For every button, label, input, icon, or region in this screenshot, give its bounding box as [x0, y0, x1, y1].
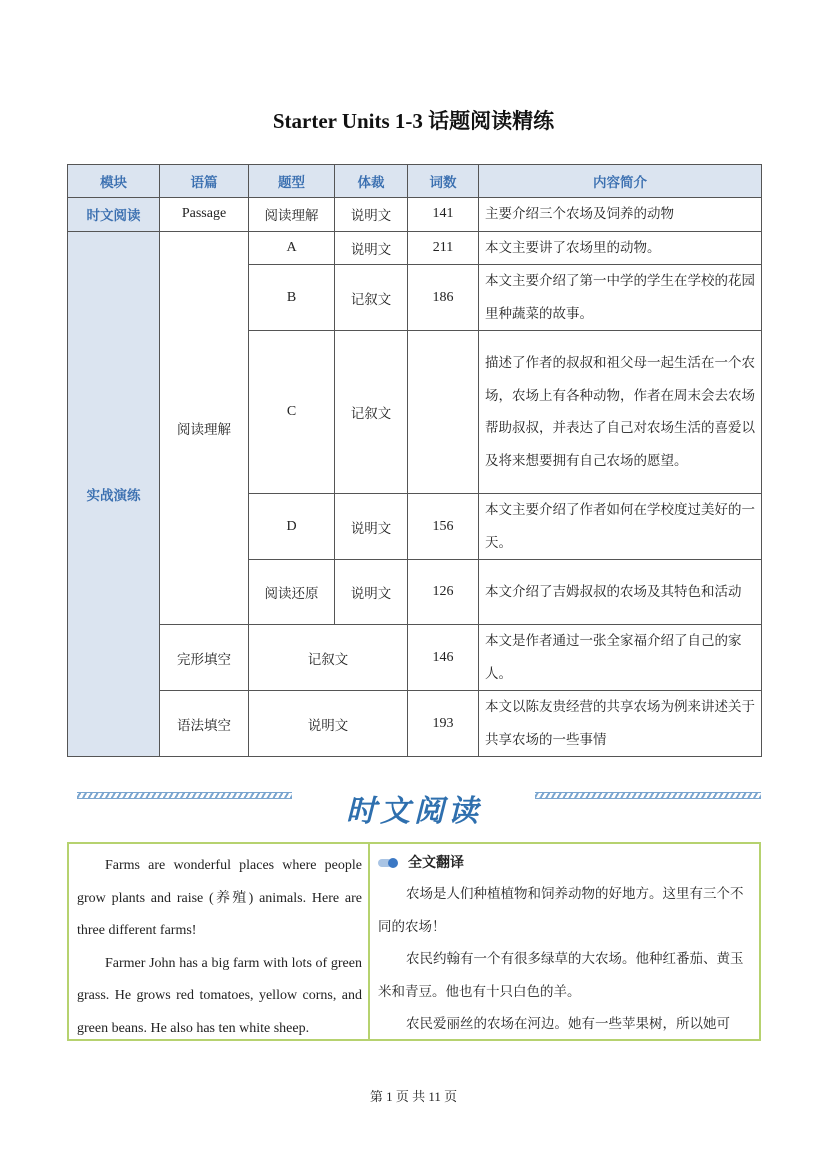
cell-passage-grammar: 语法填空	[160, 691, 249, 757]
cell-question-type: A	[249, 231, 335, 265]
cell-word-count: 146	[408, 625, 479, 691]
bullet-dots-icon	[378, 857, 400, 869]
table-row	[68, 691, 762, 757]
reading-passage-box	[67, 842, 761, 1041]
module-practice: 实战演练	[68, 231, 160, 757]
chinese-translation	[370, 844, 759, 1039]
page-footer: 第 1 页 共 11 页	[369, 1089, 458, 1104]
cell-question-type: 阅读理解	[249, 198, 335, 232]
header-module: 模块	[68, 165, 160, 198]
section-banner-title: 时文阅读	[346, 794, 482, 829]
cell-word-count: 211	[408, 231, 479, 265]
english-passage	[69, 844, 370, 1039]
cell-question-type: 阅读还原	[249, 560, 335, 625]
cell-word-count: 141	[408, 198, 479, 232]
header-genre: 体裁	[335, 165, 408, 198]
cell-passage-cloze: 完形填空	[160, 625, 249, 691]
cell-summary: 本文以陈友贵经营的共享农场为例来讲述关于共享农场的一些事情	[479, 691, 762, 757]
cell-summary: 本文主要介绍了作者如何在学校度过美好的一天。	[479, 494, 762, 560]
cell-passage: Passage	[160, 198, 249, 232]
table-row	[68, 625, 762, 691]
module-current-reading: 时文阅读	[68, 198, 160, 232]
cell-word-count	[408, 331, 479, 494]
overview-table	[67, 164, 762, 757]
cell-genre: 记叙文	[335, 265, 408, 331]
cell-genre: 说明文	[249, 691, 408, 757]
cell-summary: 主要介绍三个农场及饲养的动物	[479, 198, 762, 232]
header-word-count: 词数	[408, 165, 479, 198]
translation-paragraph: 农民爱丽丝的农场在河边。她有一些苹果树，所以她可	[406, 1016, 730, 1032]
cell-word-count: 186	[408, 265, 479, 331]
cell-summary: 本文主要讲了农场里的动物。	[479, 231, 762, 265]
cell-summary: 本文主要介绍了第一中学的学生在学校的花园里种蔬菜的故事。	[479, 265, 762, 331]
cell-question-type: C	[249, 331, 335, 494]
cell-genre: 说明文	[335, 198, 408, 232]
table-row	[68, 198, 762, 232]
cell-passage-reading: 阅读理解	[160, 231, 249, 625]
translation-heading	[378, 848, 751, 878]
table-row	[68, 231, 762, 265]
cell-genre: 记叙文	[249, 625, 408, 691]
cell-summary: 本文是作者通过一张全家福介绍了自己的家人。	[479, 625, 762, 691]
cell-word-count: 193	[408, 691, 479, 757]
cell-genre: 说明文	[335, 494, 408, 560]
header-question-type: 题型	[249, 165, 335, 198]
cell-summary: 本文介绍了吉姆叔叔的农场及其特色和活动	[479, 560, 762, 625]
cell-word-count: 126	[408, 560, 479, 625]
cell-genre: 说明文	[335, 231, 408, 265]
header-summary: 内容简介	[479, 165, 762, 198]
cell-genre: 说明文	[335, 560, 408, 625]
cell-genre: 记叙文	[335, 331, 408, 494]
header-passage: 语篇	[160, 165, 249, 198]
cell-question-type: D	[249, 494, 335, 560]
cell-summary: 描述了作者的叔叔和祖父母一起生活在一个农场，农场上有各种动物，作者在周末会去农场帮助叔叔，并表达了自己对农场生活的喜爱以及将来想要拥有自己农场的愿望。	[479, 331, 762, 494]
translation-paragraph: 农场是人们种植植物和饲养动物的好地方。这里有三个不同的农场！	[378, 886, 744, 935]
section-banner	[67, 782, 761, 830]
english-paragraph: Farmer John has a big farm with lots of green grass. He grows red tomatoes, yellow corns, and green beans. He also has ten white sheep.	[77, 955, 362, 1036]
translation-paragraph: 农民约翰有一个有很多绿草的大农场。他种红番茄、黄玉米和青豆。他也有十只白色的羊。	[378, 951, 744, 1000]
english-paragraph: Farms are wonderful places where people grow plants and raise (养殖) animals. Here are three different farms!	[77, 858, 362, 938]
cell-question-type: B	[249, 265, 335, 331]
cell-word-count: 156	[408, 494, 479, 560]
page-title: Starter Units 1-3 话题阅读精练	[272, 109, 555, 133]
translation-heading-label: 全文翻译	[408, 854, 464, 871]
table-header-row	[68, 165, 762, 198]
